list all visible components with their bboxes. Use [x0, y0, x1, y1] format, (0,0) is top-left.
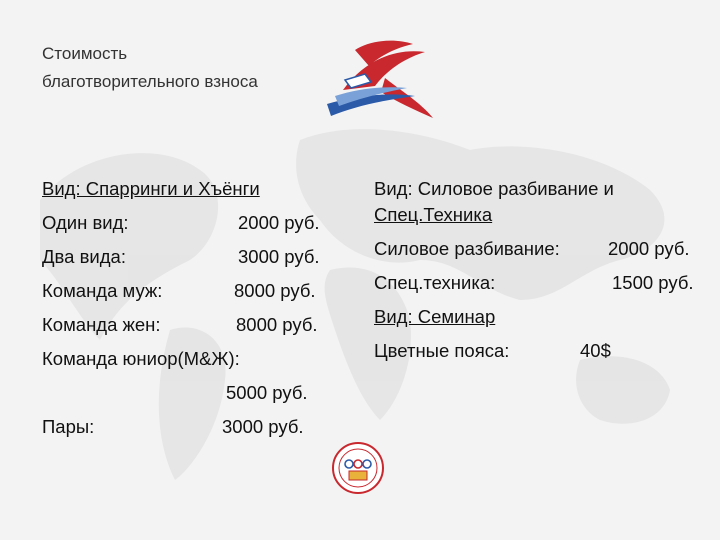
seminar-heading: Вид: Семинар [374, 306, 496, 327]
price-row [374, 334, 714, 368]
seminar-heading-row [374, 300, 714, 334]
price-value: 1500 руб. [612, 272, 694, 293]
price-label: Цветные пояса: [374, 340, 510, 361]
price-label: Пары: [42, 416, 95, 437]
breaking-heading-line-1: Вид: Силовое разбивание и [374, 178, 614, 199]
price-row [42, 410, 352, 444]
price-label: Один вид: [42, 212, 129, 233]
federation-emblem-icon [332, 442, 384, 494]
breaking-heading [374, 176, 714, 228]
price-value: 5000 руб. [226, 382, 308, 403]
price-label: Два вида: [42, 246, 126, 267]
price-value: 40$ [580, 340, 611, 361]
price-row [42, 206, 352, 240]
title-line-2: благотворительного взноса [42, 72, 258, 91]
price-value: 2000 руб. [608, 238, 690, 259]
price-value: 3000 руб. [238, 246, 320, 267]
sparring-heading: Вид: Спарринги и Хъёнги [42, 178, 260, 199]
right-price-column [374, 172, 714, 368]
price-value: 8000 руб. [236, 314, 318, 335]
price-row [42, 342, 352, 376]
price-row [42, 240, 352, 274]
price-value: 2000 руб. [238, 212, 320, 233]
slide-title [42, 40, 258, 96]
price-value: 3000 руб. [222, 416, 304, 437]
price-row [42, 274, 352, 308]
taekwondo-kicker-logo-icon [325, 30, 435, 125]
price-label: Команда юниор(М&Ж): [42, 348, 240, 369]
left-heading-row [42, 172, 352, 206]
price-label: Силовое разбивание: [374, 238, 560, 259]
price-label: Спец.техника: [374, 272, 496, 293]
price-row [42, 308, 352, 342]
price-row [42, 376, 352, 410]
price-value: 8000 руб. [234, 280, 316, 301]
price-row [374, 232, 714, 266]
left-price-column [42, 172, 352, 444]
title-line-1: Стоимость [42, 44, 128, 63]
price-row [374, 266, 714, 300]
price-label: Команда муж: [42, 280, 163, 301]
breaking-heading-line-2: Спец.Техника [374, 204, 493, 225]
price-label: Команда жен: [42, 314, 161, 335]
